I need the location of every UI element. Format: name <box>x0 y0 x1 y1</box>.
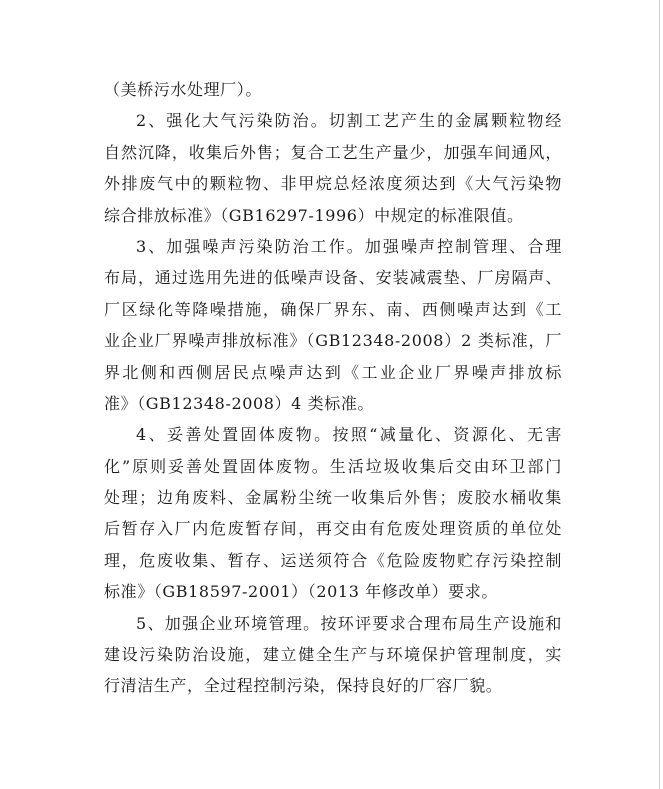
text-line: 建设污染防治设施，建立健全生产与环境保护管理制度，实 <box>104 645 562 665</box>
text-line: 理，危废收集、暂存、运送须符合《危险废物贮存污染控制 <box>104 550 562 570</box>
paragraph-4-start: 4、妥善处置固体废物。按照“减量化、资源化、无害 <box>136 425 562 445</box>
text-line: 业企业厂界噪声排放标准》（GB12348-2008）2 类标准，厂 <box>104 331 562 351</box>
text-line: 布局，通过选用先进的低噪声设备、安装减震垫、厂房隔声、 <box>104 268 562 288</box>
text-line: 自然沉降，收集后外售；复合工艺生产量少，加强车间通风， <box>104 142 562 162</box>
document-body <box>104 74 562 702</box>
paragraph-2-start: 2、强化大气污染防治。切割工艺产生的金属颗粒物经 <box>136 111 562 131</box>
page-edge <box>659 0 660 789</box>
text-line: 综合排放标准》（GB16297-1996）中规定的标准限值。 <box>104 205 524 225</box>
paragraph-5-start: 5、加强企业环境管理。按环评要求合理布局生产设施和 <box>136 613 562 633</box>
paragraph-3-start: 3、加强噪声污染防治工作。加强噪声控制管理、合理 <box>136 236 562 256</box>
text-line: 厂区绿化等降噪措施，确保厂界东、南、西侧噪声达到《工 <box>104 299 562 319</box>
text-line: （美桥污水处理厂）。 <box>104 80 263 99</box>
text-line: 标准》（GB18597-2001）（2013 年修改单）要求。 <box>104 582 498 602</box>
text-line: 外排废气中的颗粒物、非甲烷总烃浓度须达到《大气污染物 <box>104 174 562 194</box>
text-line: 界北侧和西侧居民点噪声达到《工业企业厂界噪声排放标 <box>104 362 562 382</box>
text-line: 化”原则妥善处置固体废物。生活垃圾收集后交由环卫部门 <box>104 456 562 476</box>
text-line: 后暂存入厂内危废暂存间，再交由有危废处理资质的单位处 <box>104 519 562 539</box>
text-line: 准》（GB12348-2008）4 类标准。 <box>104 393 375 413</box>
text-line: 行清洁生产，全过程控制污染，保持良好的厂容厂貌。 <box>104 676 503 696</box>
text-line: 处理；边角废料、金属粉尘统一收集后外售；废胶水桶收集 <box>104 488 562 508</box>
